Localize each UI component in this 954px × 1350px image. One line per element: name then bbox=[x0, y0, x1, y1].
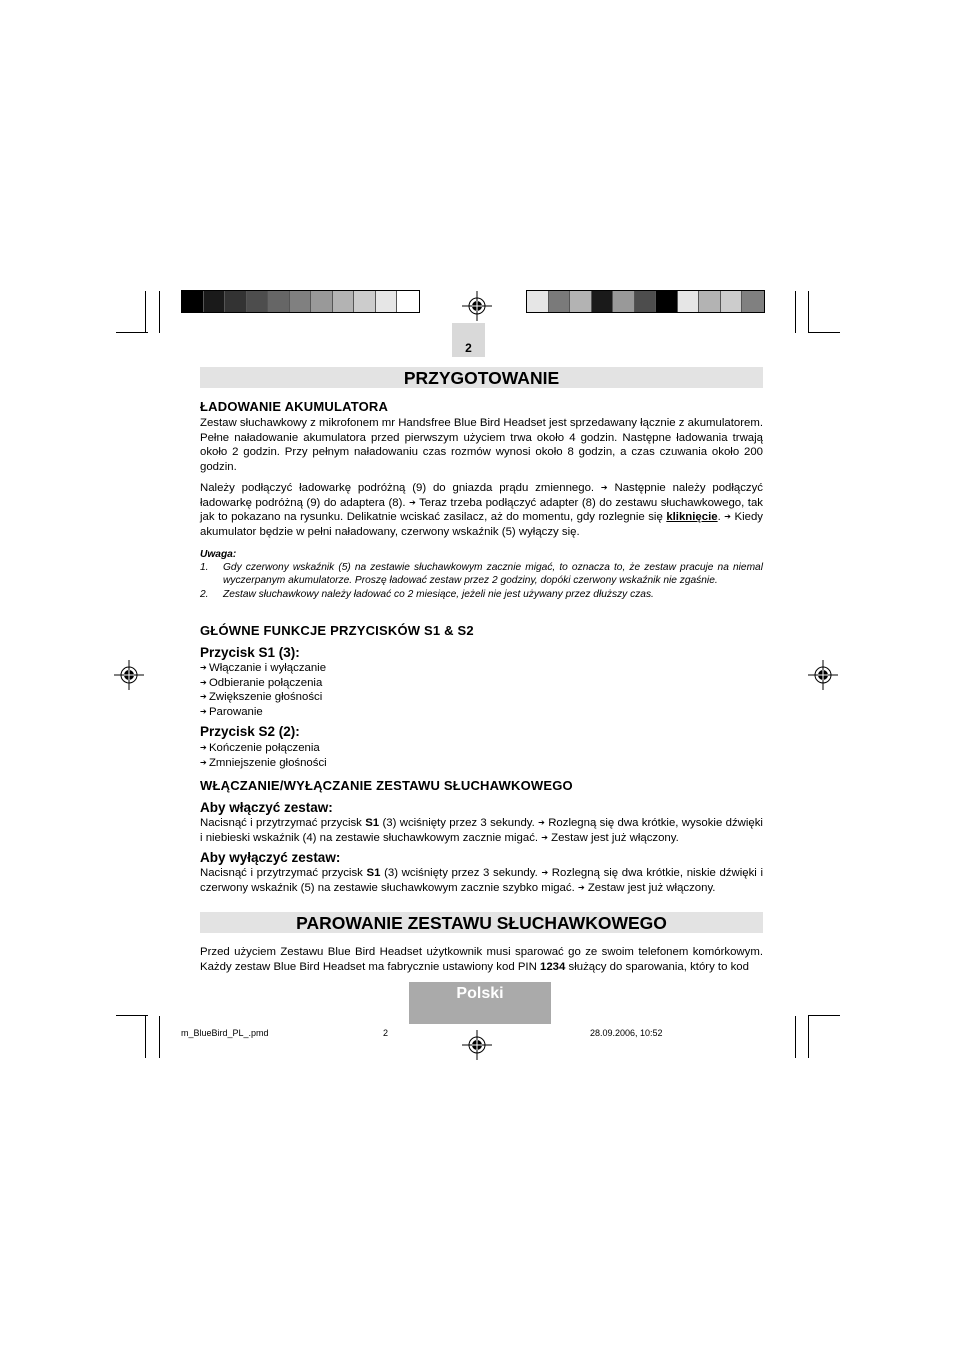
section-title-preparation: PRZYGOTOWANIE bbox=[200, 367, 763, 388]
footer-page: 2 bbox=[383, 1028, 389, 1038]
color-swatch bbox=[182, 291, 204, 312]
color-swatch bbox=[592, 291, 614, 312]
s1-list bbox=[200, 661, 326, 719]
color-swatch bbox=[225, 291, 247, 312]
color-swatch bbox=[570, 291, 592, 312]
section-title-pairing: PAROWANIE ZESTAWU SŁUCHAWKOWEGO bbox=[200, 912, 763, 933]
page-number: 2 bbox=[465, 341, 472, 355]
s1-title: Przycisk S1 (3): bbox=[200, 645, 300, 660]
crop-mark bbox=[116, 1015, 148, 1016]
color-bar-left bbox=[181, 290, 420, 313]
crop-mark bbox=[808, 332, 840, 333]
color-swatch bbox=[354, 291, 376, 312]
power-off-paragraph: Nacisnąć i przytrzymać przycisk S1 (3) wciśnięty przez 3 sekundy. ➔ Rozlegną się dwa krótkie, niskie dźwięki i czerwony wskaźnik (5) na zestawie słuchawkowym zacznie szybko migać. ➔ Zestaw jest już włączony. bbox=[200, 867, 763, 894]
s2-list bbox=[200, 741, 327, 770]
list-item: ➔ Włączanie i wyłączanie bbox=[200, 661, 326, 676]
note-item: 2. Zestaw słuchawkowy należy ładować co 2 miesiące, jeżeli nie jest używany przez dłuższy czas. bbox=[200, 588, 654, 600]
crop-mark bbox=[159, 291, 160, 333]
color-swatch bbox=[635, 291, 657, 312]
arrow-right-icon: ➔ bbox=[409, 497, 416, 507]
crop-mark bbox=[116, 332, 148, 333]
power-on-paragraph: Nacisnąć i przytrzymać przycisk S1 (3) wciśnięty przez 3 sekundy. ➔ Rozlegną się dwa krótkie, wysokie dźwięki i niebieski wskaźnik (4) na zestawie słuchawkowym zacznie migać. ➔ Zestaw jest już włączony. bbox=[200, 817, 763, 844]
color-swatch bbox=[311, 291, 333, 312]
footer-date: 28.09.2006, 10:52 bbox=[590, 1028, 663, 1038]
power-on-title: Aby włączyć zestaw: bbox=[200, 800, 333, 815]
color-swatch bbox=[656, 291, 678, 312]
color-swatch bbox=[247, 291, 269, 312]
note-block bbox=[200, 548, 763, 601]
click-word: kliknięcie bbox=[666, 511, 718, 524]
crop-mark bbox=[159, 1016, 160, 1058]
registration-mark-icon bbox=[114, 660, 144, 690]
color-swatch bbox=[397, 291, 419, 312]
registration-mark-icon bbox=[462, 291, 492, 321]
color-swatch bbox=[678, 291, 700, 312]
list-item: ➔ Zmniejszenie głośności bbox=[200, 756, 327, 771]
heading-charging: ŁADOWANIE AKUMULATORA bbox=[200, 399, 389, 414]
heading-power: WŁĄCZANIE/WYŁĄCZANIE ZESTAWU SŁUCHAWKOWEGO bbox=[200, 778, 573, 793]
arrow-right-icon: ➔ bbox=[538, 818, 545, 827]
arrow-right-icon: ➔ bbox=[541, 868, 549, 877]
crop-mark bbox=[145, 1016, 146, 1058]
charging-paragraph-1: Zestaw słuchawkowy z mikrofonem mr Handsfree Blue Bird Headset jest sprzedawany łącznie z akumulatorem. Pełne naładowanie akumulatora przed pierwszym użyciem trwa około 4 godzin. Następne ładowania trwają około 2 godzin. Przy pełnym naładowaniu czas rozmów wynosi około 8 godzin, a czas czuwania około 200 godzin. bbox=[200, 417, 763, 473]
registration-mark-icon bbox=[462, 1030, 492, 1060]
arrow-right-icon: ➔ bbox=[724, 512, 731, 522]
color-bar-right bbox=[526, 290, 765, 313]
color-swatch bbox=[721, 291, 743, 312]
color-swatch bbox=[376, 291, 398, 312]
arrow-right-icon: ➔ bbox=[600, 483, 608, 492]
note-item: 1. Gdy czerwony wskaźnik (5) na zestawie słuchawkowym zacznie migać, to oznacza to, że zestaw pracuje na niemal wyczerpanym akumulatorze. Proszę ładować zestaw przez 2 godziny, dopóki czerwony wskaźnik nie zgaśnie. bbox=[200, 562, 763, 587]
color-swatch bbox=[290, 291, 312, 312]
heading-buttons: GŁÓWNE FUNKCJE PRZYCISKÓW S1 & S2 bbox=[200, 623, 474, 638]
arrow-right-icon: ➔ bbox=[541, 832, 548, 842]
color-swatch bbox=[333, 291, 355, 312]
color-swatch bbox=[742, 291, 764, 312]
language-tab: Polski bbox=[409, 982, 551, 1024]
list-item: ➔ Parowanie bbox=[200, 705, 326, 720]
color-swatch bbox=[527, 291, 549, 312]
crop-mark bbox=[795, 291, 796, 333]
pairing-paragraph: Przed użyciem Zestawu Blue Bird Headset użytkownik musi sparować go ze swoim telefonem komórkowym. Każdy zestaw Blue Bird Headset ma fabrycznie ustawiony kod PIN 1234 służący do sparowania, który to kod bbox=[200, 946, 763, 973]
list-item: ➔ Odbieranie połączenia bbox=[200, 676, 326, 691]
color-swatch bbox=[699, 291, 721, 312]
list-item: ➔ Kończenie połączenia bbox=[200, 741, 327, 756]
crop-mark bbox=[145, 291, 146, 333]
crop-mark bbox=[808, 1015, 840, 1016]
list-item: ➔ Zwiększenie głośności bbox=[200, 690, 326, 705]
color-swatch bbox=[549, 291, 571, 312]
crop-mark bbox=[808, 1016, 809, 1058]
crop-mark bbox=[808, 291, 809, 333]
s2-title: Przycisk S2 (2): bbox=[200, 724, 300, 739]
color-swatch bbox=[204, 291, 226, 312]
registration-mark-icon bbox=[808, 660, 838, 690]
charging-paragraph-2: Należy podłączyć ładowarkę podróżną (9) do gniazda prądu zmiennego. ➔ Następnie należy podłączyć ładowarkę podróżną (9) do adaptera (8). ➔ Teraz trzeba podłączyć adapter (8) do zestawu słuchawkowego, tak jak to pokazano na rysunku. Delikatnie wciskać zasilacz, aż do momentu, gdy rozlegnie się kliknięcie. ➔ Kiedy akumulator będzie w pełni naładowany, czerwony wskaźnik (5) wyłączy się. bbox=[200, 482, 764, 538]
arrow-right-icon: ➔ bbox=[577, 882, 585, 892]
crop-mark bbox=[795, 1016, 796, 1058]
note-label: Uwaga: bbox=[200, 549, 237, 560]
color-swatch bbox=[268, 291, 290, 312]
power-off-title: Aby wyłączyć zestaw: bbox=[200, 850, 341, 865]
color-swatch bbox=[613, 291, 635, 312]
footer-filename: m_BlueBird_PL_.pmd bbox=[181, 1028, 269, 1038]
